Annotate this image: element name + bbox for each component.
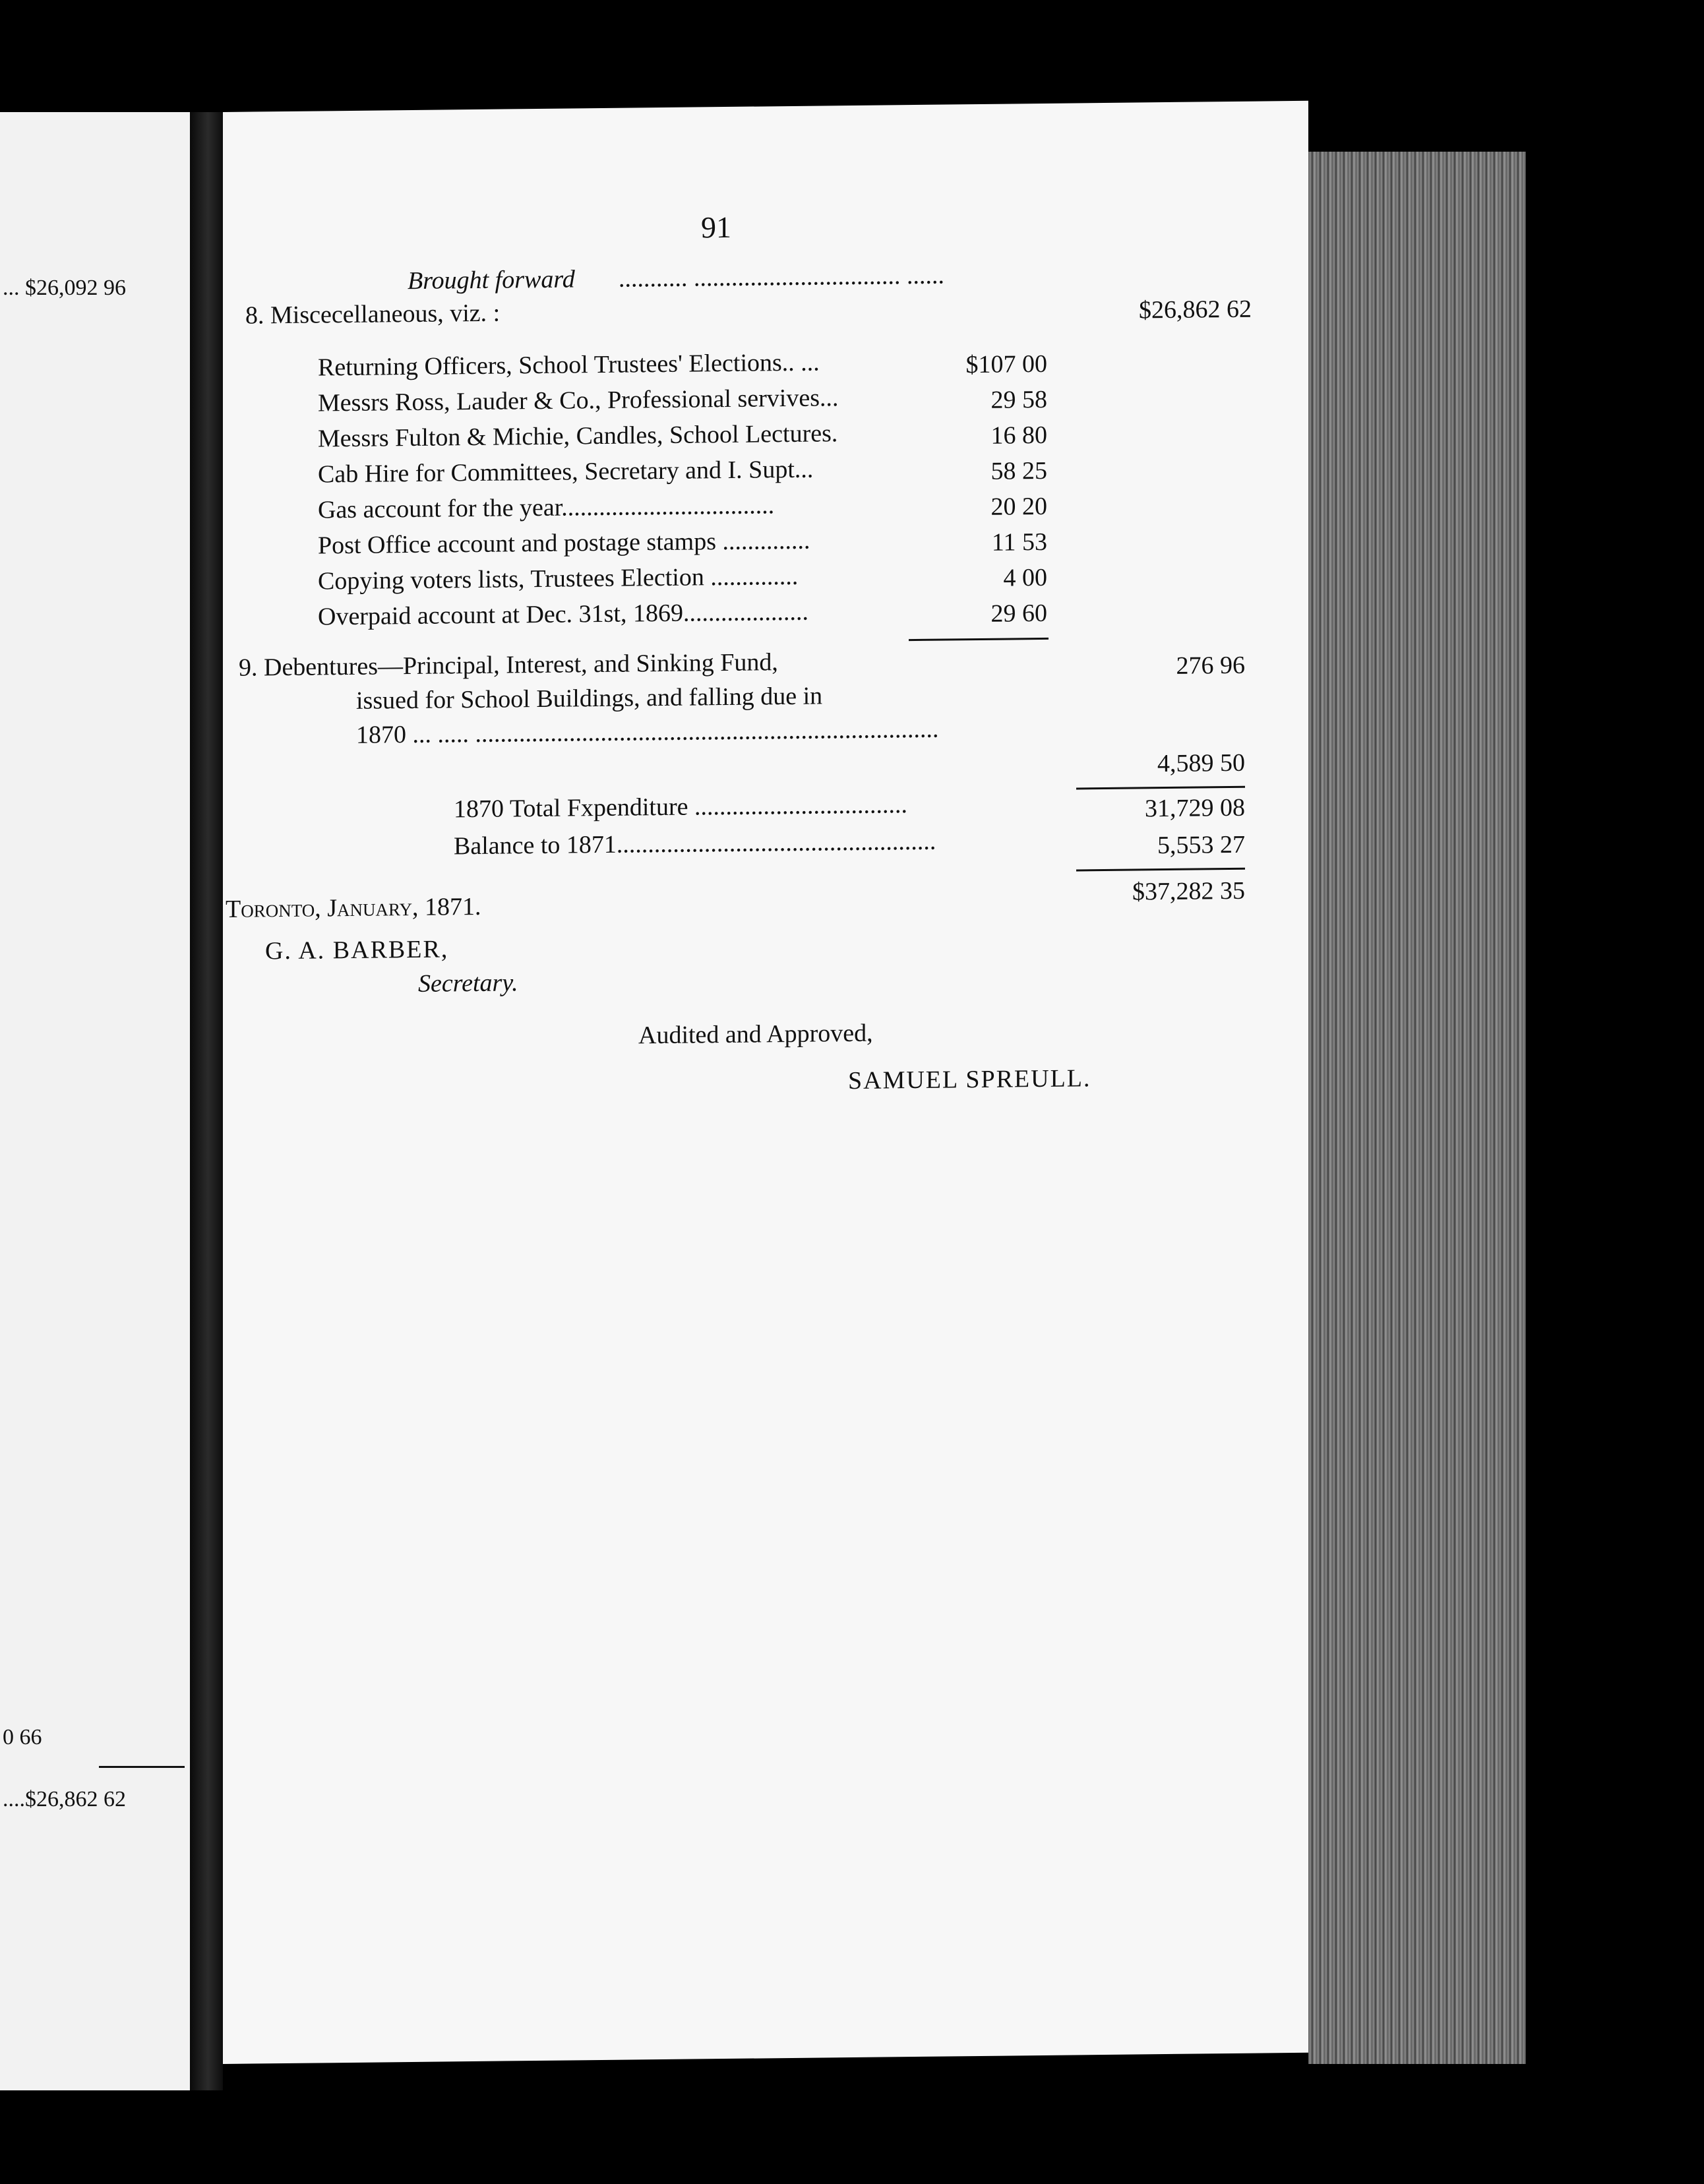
misc-item-amount: 16 80 <box>990 421 1047 450</box>
misc-item-amount: 20 20 <box>990 492 1047 521</box>
misc-total-amount: 276 96 <box>1176 651 1245 680</box>
misc-item-amount: 11 53 <box>991 528 1047 557</box>
book-gutter <box>190 112 223 2090</box>
misc-item-label: Messrs Ross, Lauder & Co., Professional servives... <box>318 384 839 417</box>
misc-item-amount: 29 60 <box>990 599 1047 628</box>
left-page-top-total: ... $26,092 96 <box>3 276 126 300</box>
place-date: Toronto, January, 1871. <box>226 892 481 923</box>
misc-heading: 8. Miscecellaneous, viz. : <box>245 299 501 330</box>
brought-forward-label: Brought forward <box>408 265 575 295</box>
misc-item-label: Returning Officers, School Trustees' Elections.. ... <box>318 348 820 382</box>
grand-total-amount: $37,282 35 <box>1132 876 1245 906</box>
misc-item-label: Post Office account and postage stamps .............. <box>318 526 810 560</box>
page <box>223 101 1308 2064</box>
misc-item-amount: 29 58 <box>990 385 1047 414</box>
misc-item-amount: 4 00 <box>1003 563 1047 592</box>
debentures-amount: 4,589 50 <box>1157 748 1245 778</box>
page-number: 91 <box>701 210 731 245</box>
debentures-line: 1870 ... ..... .......................................................................... <box>356 715 939 749</box>
left-page <box>0 112 190 2090</box>
misc-subtotal-rule <box>909 638 1049 641</box>
left-page-mid-value: 0 66 <box>3 1725 42 1749</box>
misc-item-label: Copying voters lists, Trustees Election .............. <box>318 562 799 595</box>
misc-item-amount: 58 25 <box>990 456 1047 485</box>
page-edges <box>1308 152 1526 2064</box>
debentures-line: 9. Debentures—Principal, Interest, and Sinking Fund, <box>239 648 778 682</box>
left-page-bottom-total: ....$26,862 62 <box>3 1787 126 1811</box>
total-expenditure-label: 1870 Total Fxpenditure .................................. <box>454 791 907 824</box>
misc-item-amount: $107 00 <box>965 349 1047 379</box>
misc-item-label: Messrs Fulton & Michie, Candles, School Lectures. <box>318 419 838 453</box>
debentures-rule <box>1076 786 1245 790</box>
left-page-rule <box>99 1766 185 1768</box>
grand-total-rule <box>1076 868 1245 872</box>
misc-item-label: Cab Hire for Committees, Secretary and I. Supt... <box>318 455 814 489</box>
secretary-name: G. A. BARBER, <box>265 935 449 965</box>
misc-item-label: Gas account for the year.................................. <box>318 491 775 524</box>
audited-approved: Audited and Approved, <box>638 1019 873 1050</box>
total-expenditure-amount: 31,729 08 <box>1145 793 1245 823</box>
brought-forward-amount: $26,862 62 <box>1139 295 1252 324</box>
debentures-line: issued for School Buildings, and falling due in <box>356 682 823 715</box>
secretary-title: Secretary. <box>418 969 518 998</box>
balance-label: Balance to 1871................................................... <box>454 827 936 861</box>
misc-item-label: Overpaid account at Dec. 31st, 1869.................... <box>318 597 808 631</box>
brought-forward-leader: ........... ................................. ...... <box>619 261 944 293</box>
balance-amount: 5,553 27 <box>1157 830 1245 860</box>
auditor-name: SAMUEL SPREULL. <box>848 1064 1091 1095</box>
